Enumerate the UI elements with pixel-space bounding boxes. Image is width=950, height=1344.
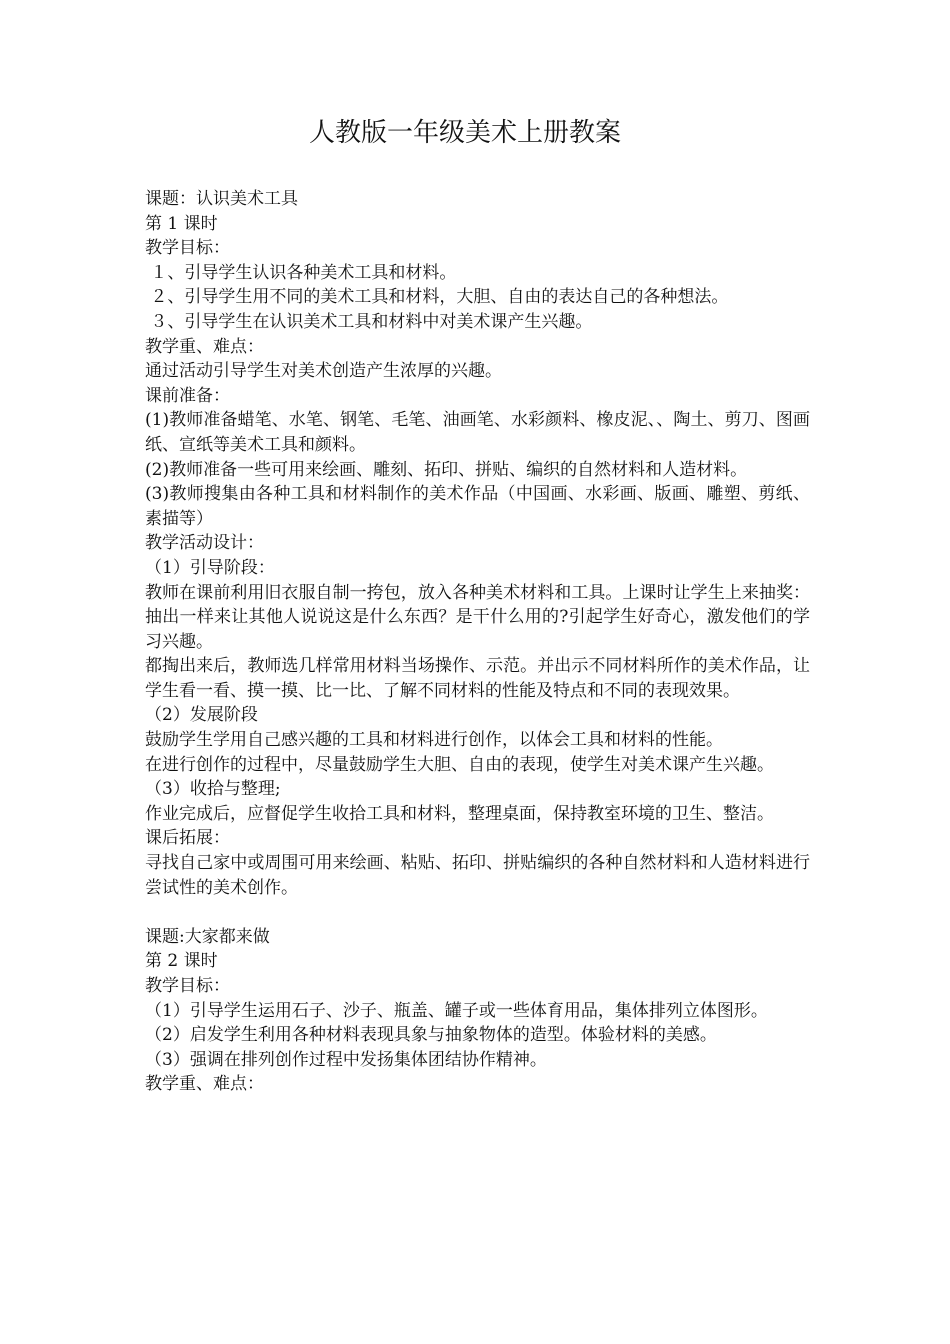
document-title: 人教版一年级美术上册教案	[308, 118, 621, 148]
paragraph: 都掏出来后，教师选几样常用材料当场操作、示范。并出示不同材料所作的美术作品，让学生看一看、摸一摸、比一比、了解不同材料的性能及特点和不同的表现效果。	[145, 656, 810, 701]
section-heading: 教学重、难点：	[145, 336, 264, 357]
lesson-topic: 课题：认识美术工具	[145, 189, 298, 209]
document-body	[145, 187, 810, 1097]
subsection-heading: （2）发展阶段	[145, 705, 258, 726]
section-heading: 课后拓展：	[145, 828, 230, 849]
section-heading: 课前准备：	[145, 385, 230, 406]
objective-item: （1）引导学生运用石子、沙子、瓶盖、罐子或一些体育用品，集体排列立体图形。	[145, 1000, 768, 1021]
lesson-period: 第 1 课时	[145, 213, 218, 234]
lesson-topic: 课题:大家都来做	[145, 926, 270, 947]
objective-item: （3）强调在排列创作过程中发扬集体团结协作精神。	[145, 1049, 547, 1070]
paragraph: 作业完成后，应督促学生收拾工具和材料，整理桌面，保持教室环境的卫生、整洁。	[145, 803, 774, 824]
section-heading: 教学目标：	[145, 238, 230, 259]
subsection-heading: （3）收拾与整理;	[145, 779, 281, 800]
paragraph: (2)教师准备一些可用来绘画、雕刻、拓印、拼贴、编织的自然材料和人造材料。	[145, 459, 748, 480]
paragraph: 通过活动引导学生对美术创造产生浓厚的兴趣。	[145, 361, 502, 382]
subsection-heading: （1）引导阶段：	[145, 557, 275, 578]
paragraph: 寻找自己家中或周围可用来绘画、粘贴、拓印、拼贴编织的各种自然材料和人造材料进行尝试性的美术创作。	[145, 853, 810, 898]
section-heading: 教学活动设计：	[145, 533, 264, 554]
objective-item: ２、引导学生用不同的美术工具和材料，大胆、自由的表达自己的各种想法。	[145, 287, 729, 308]
lesson-period: 第 2 课时	[145, 951, 218, 972]
paragraph: 在进行创作的过程中，尽量鼓励学生大胆、自由的表现，使学生对美术课产生兴趣。	[145, 754, 774, 775]
paragraph: (1)教师准备蜡笔、水笔、钢笔、毛笔、油画笔、水彩颜料、橡皮泥、、陶土、剪刀、图画纸、宣纸等美术工具和颜料。	[145, 410, 810, 455]
paragraph: 鼓励学生学用自己感兴趣的工具和材料进行创作，以体会工具和材料的性能。	[145, 730, 723, 751]
section-heading: 教学重、难点：	[145, 1074, 264, 1095]
objective-item: （2）启发学生利用各种材料表现具象与抽象物体的造型。体验材料的美感。	[145, 1025, 717, 1046]
blank-line	[145, 900, 810, 925]
paragraph: 教师在课前利用旧衣服自制一挎包，放入各种美术材料和工具。上课时让学生上来抽奖：抽出一样来让其他人说说这是什么东西？是干什么用的?引起学生好奇心，激发他们的学习兴趣。	[145, 582, 810, 652]
paragraph: (3)教师搜集由各种工具和材料制作的美术作品（中国画、水彩画、版画、雕塑、剪纸、素描等）	[145, 484, 810, 529]
section-heading: 教学目标：	[145, 976, 230, 996]
objective-item: １、引导学生认识各种美术工具和材料。	[145, 262, 457, 283]
objective-item: ３、引导学生在认识美术工具和材料中对美术课产生兴趣。	[145, 311, 593, 332]
